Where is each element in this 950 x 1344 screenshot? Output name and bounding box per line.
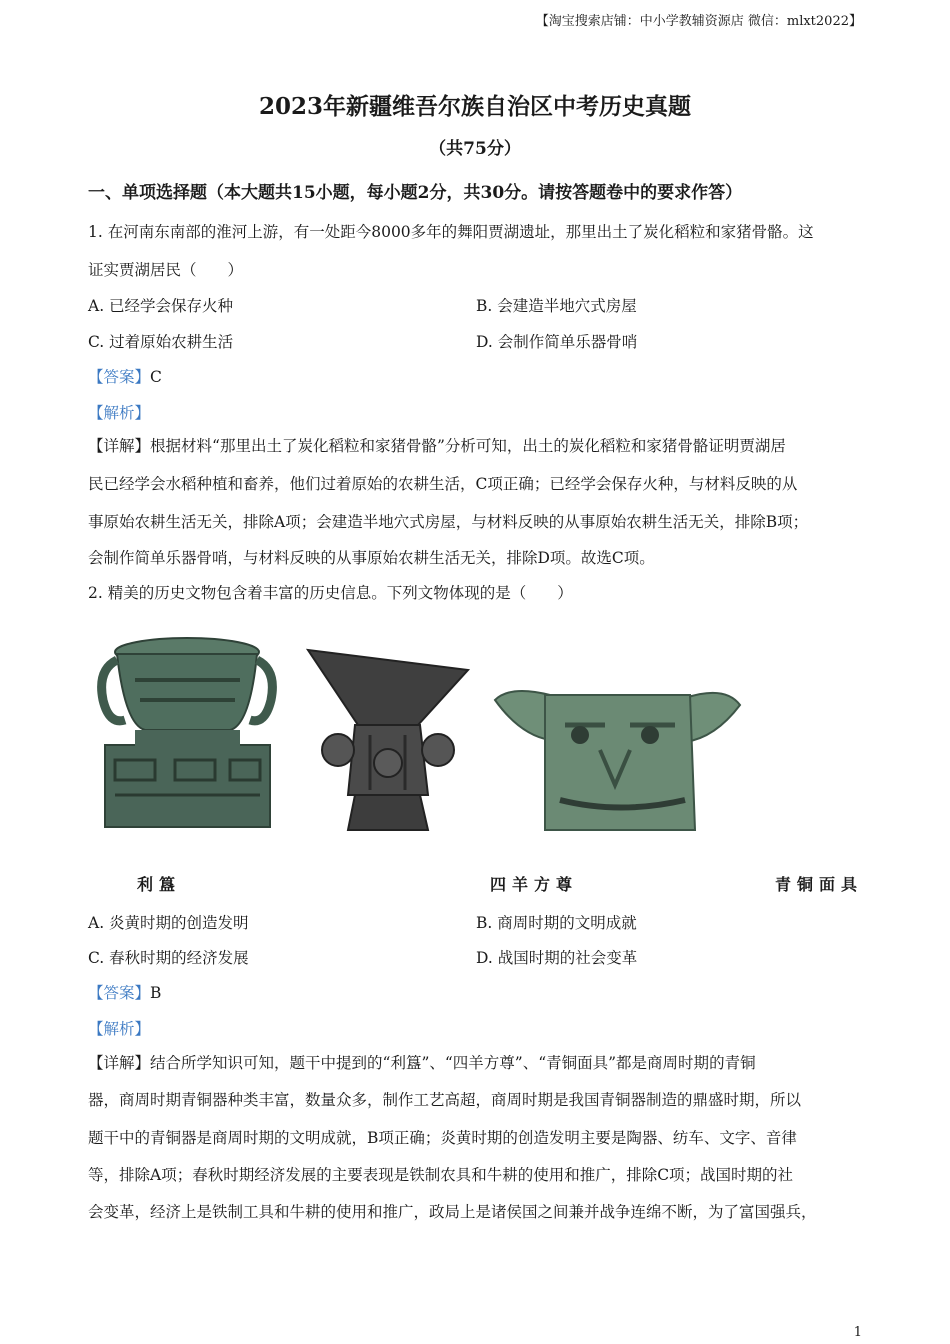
answer-tag: 【答案】 bbox=[88, 368, 151, 386]
detail-tag: 【详解】 bbox=[88, 437, 151, 455]
li-gui-image bbox=[95, 630, 280, 830]
detail-tag: 【详解】 bbox=[88, 1054, 151, 1072]
header-note: 【淘宝搜索店铺：中小学教辅资源店 微信：mlxt2022】 bbox=[535, 14, 862, 29]
answer-value: B bbox=[150, 984, 162, 1002]
detail-text: 结合所学知识可知，题干中提到的“利簋”、“四羊方尊”、“青铜面具”都是商周时期的青铜 bbox=[150, 1054, 756, 1072]
caption-li-gui: 利簋 bbox=[137, 875, 182, 894]
q1-option-c: C. 过着原始农耕生活 bbox=[88, 333, 234, 351]
q1-stem-line1: 1. 在河南东南部的淮河上游，有一处距今8000多年的舞阳贾湖遗址，那里出土了炭化稻粒和家猪骨骼。这 bbox=[88, 223, 814, 241]
q1-analysis-tag: 【解析】 bbox=[88, 404, 151, 422]
q1-detail-line1 bbox=[88, 434, 868, 456]
page-title: 2023年新疆维吾尔族自治区中考历史真题 bbox=[258, 93, 691, 120]
q2-stem: 2. 精美的历史文物包含着丰富的历史信息。下列文物体现的是（ ） bbox=[88, 584, 573, 602]
q2-detail-line1 bbox=[88, 1051, 868, 1073]
q1-stem-line2: 证实贾湖居民（ ） bbox=[88, 261, 244, 279]
q2-analysis-tag: 【解析】 bbox=[88, 1020, 151, 1038]
q1-detail-line4: 会制作简单乐器骨哨，与材料反映的从事原始农耕生活无关，排除D项。故选C项。 bbox=[88, 549, 655, 567]
caption-four-ram-zun: 四羊方尊 bbox=[490, 875, 579, 894]
answer-value: C bbox=[150, 368, 162, 386]
q1-option-d: D. 会制作简单乐器骨哨 bbox=[476, 333, 638, 351]
q2-detail-line2: 器，商周时期青铜器种类丰富，数量众多，制作工艺高超，商周时期是我国青铜器制造的鼎盛时期，所以 bbox=[88, 1091, 802, 1109]
q2-detail-line3: 题干中的青铜器是商周时期的文明成就，B项正确；炎黄时期的创造发明主要是陶器、纺车、文字、音律 bbox=[88, 1129, 797, 1147]
q2-detail-line5: 会变革，经济上是铁制工具和牛耕的使用和推广，政局上是诸侯国之间兼并战争连绵不断，为了富国强兵， bbox=[88, 1203, 817, 1221]
q2-detail-line4: 等，排除A项；春秋时期经济发展的主要表现是铁制农具和牛耕的使用和推广，排除C项；战国时期的社 bbox=[88, 1166, 794, 1184]
detail-text: 根据材料“那里出土了炭化稻粒和家猪骨骼”分析可知，出土的炭化稻粒和家猪骨骼证明贾湖居 bbox=[150, 437, 786, 455]
q1-option-a: A. 已经学会保存火种 bbox=[88, 297, 234, 315]
page-number: 1 bbox=[853, 1325, 862, 1340]
q2-option-d: D. 战国时期的社会变革 bbox=[476, 949, 638, 967]
q1-answer bbox=[88, 365, 868, 387]
bronze-mask-image bbox=[490, 680, 745, 840]
caption-bronze-mask: 青铜面具 bbox=[775, 875, 864, 894]
answer-tag: 【答案】 bbox=[88, 984, 151, 1002]
q1-detail-line2: 民已经学会水稻种植和畜养，他们过着原始的农耕生活，C项正确；已经学会保存火种，与材料反映的从 bbox=[88, 475, 798, 493]
page-subtitle: （共75分） bbox=[429, 139, 521, 159]
q2-option-c: C. 春秋时期的经济发展 bbox=[88, 949, 249, 967]
q2-option-b: B. 商周时期的文明成就 bbox=[476, 914, 637, 932]
q1-detail-line3: 事原始农耕生活无关，排除A项；会建造半地穴式房屋，与材料反映的从事原始农耕生活无关，排除B项； bbox=[88, 513, 809, 531]
four-ram-zun-image bbox=[300, 645, 475, 835]
q1-option-b: B. 会建造半地穴式房屋 bbox=[476, 297, 637, 315]
section-heading: 一、单项选择题（本大题共15小题，每小题2分，共30分。请按答题卷中的要求作答） bbox=[88, 183, 743, 203]
q2-option-a: A. 炎黄时期的创造发明 bbox=[88, 914, 249, 932]
q2-answer bbox=[88, 981, 868, 1003]
